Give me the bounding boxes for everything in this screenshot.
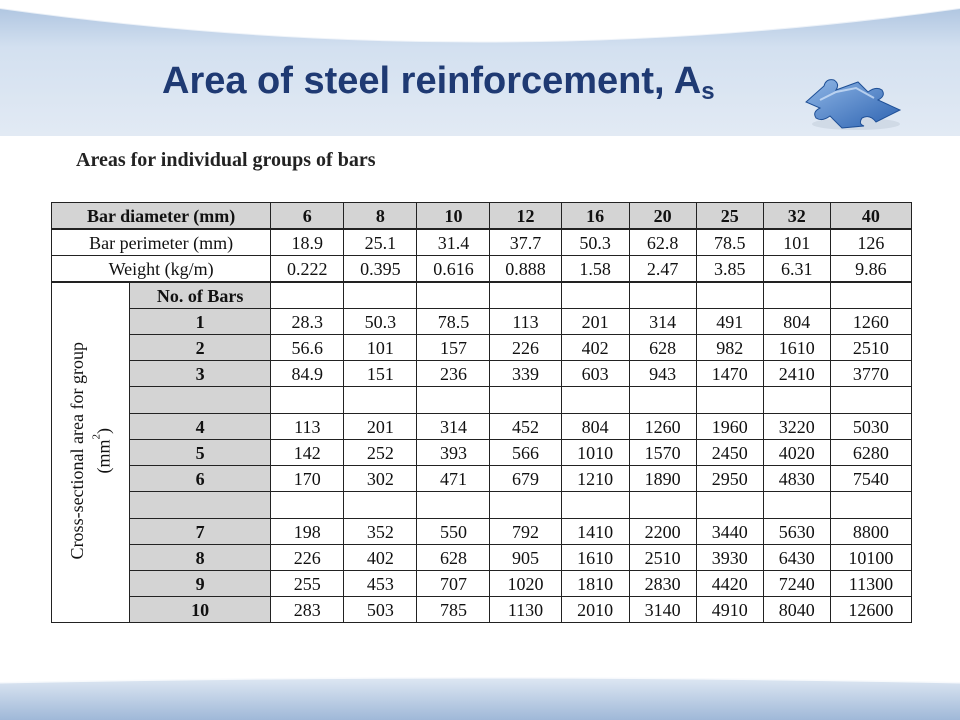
blank-row (52, 387, 912, 414)
area-cell: 2510 (830, 335, 911, 361)
empty-cell (763, 282, 830, 309)
area-cell: 170 (271, 466, 344, 492)
area-cell: 804 (561, 414, 629, 440)
table-row (52, 309, 912, 335)
footer-band (0, 668, 960, 720)
area-cell: 8800 (830, 519, 911, 545)
area-cell: 339 (490, 361, 561, 387)
puzzle-piece-icon (796, 72, 916, 132)
area-cell: 252 (344, 440, 417, 466)
area-cell: 151 (344, 361, 417, 387)
table-row (52, 414, 912, 440)
empty-cell (561, 387, 629, 414)
empty-cell (696, 387, 763, 414)
perimeter-cell: 62.8 (629, 229, 696, 256)
area-cell: 1260 (629, 414, 696, 440)
area-cell: 11300 (830, 571, 911, 597)
area-cell: 785 (417, 597, 490, 623)
perimeter-cell: 37.7 (490, 229, 561, 256)
area-cell: 1130 (490, 597, 561, 623)
bar-count-cell: 6 (130, 466, 271, 492)
area-cell: 314 (629, 309, 696, 335)
bar-count-cell: 1 (130, 309, 271, 335)
area-cell: 982 (696, 335, 763, 361)
diameter-row (52, 203, 912, 230)
area-cell: 7240 (763, 571, 830, 597)
slide-title: Area of steel reinforcement, $A_s$ (162, 60, 715, 105)
area-cell: 905 (490, 545, 561, 571)
empty-cell (417, 492, 490, 519)
weight-cell: 6.31 (763, 256, 830, 283)
area-cell: 1210 (561, 466, 629, 492)
side-label-unit: (mm (93, 439, 114, 474)
area-cell: 491 (696, 309, 763, 335)
area-cell: 302 (344, 466, 417, 492)
empty-cell (271, 282, 344, 309)
area-cell: 566 (490, 440, 561, 466)
weight-cell: 0.395 (344, 256, 417, 283)
diameter-cell: 40 (830, 203, 911, 230)
area-cell: 804 (763, 309, 830, 335)
area-cell: 113 (490, 309, 561, 335)
bar-count-cell: 3 (130, 361, 271, 387)
empty-cell (130, 387, 271, 414)
perimeter-cell: 101 (763, 229, 830, 256)
perimeter-cell: 50.3 (561, 229, 629, 256)
weight-label: Weight (kg/m) (52, 256, 271, 283)
empty-cell (417, 282, 490, 309)
empty-cell (417, 387, 490, 414)
area-cell: 3220 (763, 414, 830, 440)
empty-cell (344, 492, 417, 519)
area-cell: 550 (417, 519, 490, 545)
area-cell: 1890 (629, 466, 696, 492)
perimeter-cell: 126 (830, 229, 911, 256)
empty-cell (629, 282, 696, 309)
cross-section-side-label (52, 282, 130, 623)
bar-count-cell: 8 (130, 545, 271, 571)
area-cell: 393 (417, 440, 490, 466)
weight-cell: 3.85 (696, 256, 763, 283)
bar-count-cell: 4 (130, 414, 271, 440)
table-row (52, 335, 912, 361)
weight-cell: 1.58 (561, 256, 629, 283)
weight-cell: 9.86 (830, 256, 911, 283)
empty-cell (696, 492, 763, 519)
bar-area-table (51, 202, 912, 623)
empty-cell (490, 492, 561, 519)
bar-count-cell: 10 (130, 597, 271, 623)
area-cell: 7540 (830, 466, 911, 492)
weight-cell: 0.222 (271, 256, 344, 283)
area-cell: 2450 (696, 440, 763, 466)
area-cell: 2010 (561, 597, 629, 623)
area-cell: 2950 (696, 466, 763, 492)
area-cell: 679 (490, 466, 561, 492)
area-cell: 4910 (696, 597, 763, 623)
side-label-unit-sup: 2 (90, 434, 103, 440)
weight-cell: 0.888 (490, 256, 561, 283)
empty-cell (271, 387, 344, 414)
area-cell: 201 (561, 309, 629, 335)
table-row (52, 597, 912, 623)
area-cell: 628 (629, 335, 696, 361)
area-cell: 78.5 (417, 309, 490, 335)
area-cell: 3930 (696, 545, 763, 571)
area-cell: 1810 (561, 571, 629, 597)
empty-cell (490, 387, 561, 414)
perimeter-label: Bar perimeter (mm) (52, 229, 271, 256)
empty-cell (490, 282, 561, 309)
area-cell: 226 (271, 545, 344, 571)
empty-cell (561, 282, 629, 309)
area-cell: 1960 (696, 414, 763, 440)
table-row (52, 519, 912, 545)
area-cell: 453 (344, 571, 417, 597)
table-row (52, 545, 912, 571)
side-label-unit-close: ) (93, 428, 114, 435)
area-cell: 3440 (696, 519, 763, 545)
area-cell: 352 (344, 519, 417, 545)
area-cell: 3140 (629, 597, 696, 623)
area-cell: 1020 (490, 571, 561, 597)
area-cell: 628 (417, 545, 490, 571)
area-cell: 707 (417, 571, 490, 597)
side-label-text: Cross-sectional area for group (67, 342, 88, 560)
table-row (52, 466, 912, 492)
empty-cell (696, 282, 763, 309)
area-cell: 2830 (629, 571, 696, 597)
area-cell: 603 (561, 361, 629, 387)
table-row (52, 571, 912, 597)
empty-cell (830, 492, 911, 519)
empty-cell (271, 492, 344, 519)
diameter-cell: 20 (629, 203, 696, 230)
area-cell: 402 (561, 335, 629, 361)
perimeter-row (52, 229, 912, 256)
area-cell: 2410 (763, 361, 830, 387)
area-cell: 1570 (629, 440, 696, 466)
area-cell: 4830 (763, 466, 830, 492)
empty-cell (344, 282, 417, 309)
area-cell: 1470 (696, 361, 763, 387)
area-cell: 792 (490, 519, 561, 545)
empty-cell (629, 387, 696, 414)
area-cell: 50.3 (344, 309, 417, 335)
area-cell: 503 (344, 597, 417, 623)
table-row (52, 440, 912, 466)
empty-cell (344, 387, 417, 414)
area-cell: 255 (271, 571, 344, 597)
title-subscript: s (701, 78, 715, 105)
perimeter-cell: 31.4 (417, 229, 490, 256)
weight-cell: 0.616 (417, 256, 490, 283)
area-cell: 201 (344, 414, 417, 440)
area-cell: 101 (344, 335, 417, 361)
area-cell: 283 (271, 597, 344, 623)
area-cell: 4420 (696, 571, 763, 597)
area-cell: 452 (490, 414, 561, 440)
diameter-cell: 12 (490, 203, 561, 230)
area-cell: 1610 (561, 545, 629, 571)
area-cell: 1610 (763, 335, 830, 361)
blank-row (52, 492, 912, 519)
area-cell: 56.6 (271, 335, 344, 361)
area-cell: 6280 (830, 440, 911, 466)
diameter-cell: 16 (561, 203, 629, 230)
area-cell: 10100 (830, 545, 911, 571)
area-cell: 1410 (561, 519, 629, 545)
area-cell: 943 (629, 361, 696, 387)
area-cell: 236 (417, 361, 490, 387)
bar-count-cell: 2 (130, 335, 271, 361)
area-cell: 1260 (830, 309, 911, 335)
weight-row (52, 256, 912, 283)
empty-cell (561, 492, 629, 519)
table-row (52, 361, 912, 387)
diameter-header: Bar diameter (mm) (52, 203, 271, 230)
area-cell: 5630 (763, 519, 830, 545)
diameter-cell: 6 (271, 203, 344, 230)
no-of-bars-row (52, 282, 912, 309)
area-cell: 8040 (763, 597, 830, 623)
area-cell: 5030 (830, 414, 911, 440)
empty-cell (629, 492, 696, 519)
area-cell: 4020 (763, 440, 830, 466)
perimeter-cell: 18.9 (271, 229, 344, 256)
empty-cell (763, 387, 830, 414)
empty-cell (130, 492, 271, 519)
area-cell: 142 (271, 440, 344, 466)
area-cell: 226 (490, 335, 561, 361)
area-cell: 84.9 (271, 361, 344, 387)
bar-count-cell: 9 (130, 571, 271, 597)
bar-count-cell: 5 (130, 440, 271, 466)
empty-cell (763, 492, 830, 519)
area-cell: 314 (417, 414, 490, 440)
weight-cell: 2.47 (629, 256, 696, 283)
area-cell: 2510 (629, 545, 696, 571)
area-cell: 402 (344, 545, 417, 571)
empty-cell (830, 282, 911, 309)
bar-count-cell: 7 (130, 519, 271, 545)
area-cell: 1010 (561, 440, 629, 466)
diameter-cell: 8 (344, 203, 417, 230)
area-cell: 471 (417, 466, 490, 492)
area-cell: 3770 (830, 361, 911, 387)
empty-cell (830, 387, 911, 414)
diameter-cell: 32 (763, 203, 830, 230)
diameter-cell: 10 (417, 203, 490, 230)
area-cell: 113 (271, 414, 344, 440)
perimeter-cell: 78.5 (696, 229, 763, 256)
area-cell: 198 (271, 519, 344, 545)
diameter-cell: 25 (696, 203, 763, 230)
area-cell: 12600 (830, 597, 911, 623)
perimeter-cell: 25.1 (344, 229, 417, 256)
area-cell: 6430 (763, 545, 830, 571)
area-cell: 28.3 (271, 309, 344, 335)
table-caption: Areas for individual groups of bars (76, 149, 376, 171)
area-cell: 157 (417, 335, 490, 361)
no-of-bars-header: No. of Bars (130, 282, 271, 309)
area-cell: 2200 (629, 519, 696, 545)
